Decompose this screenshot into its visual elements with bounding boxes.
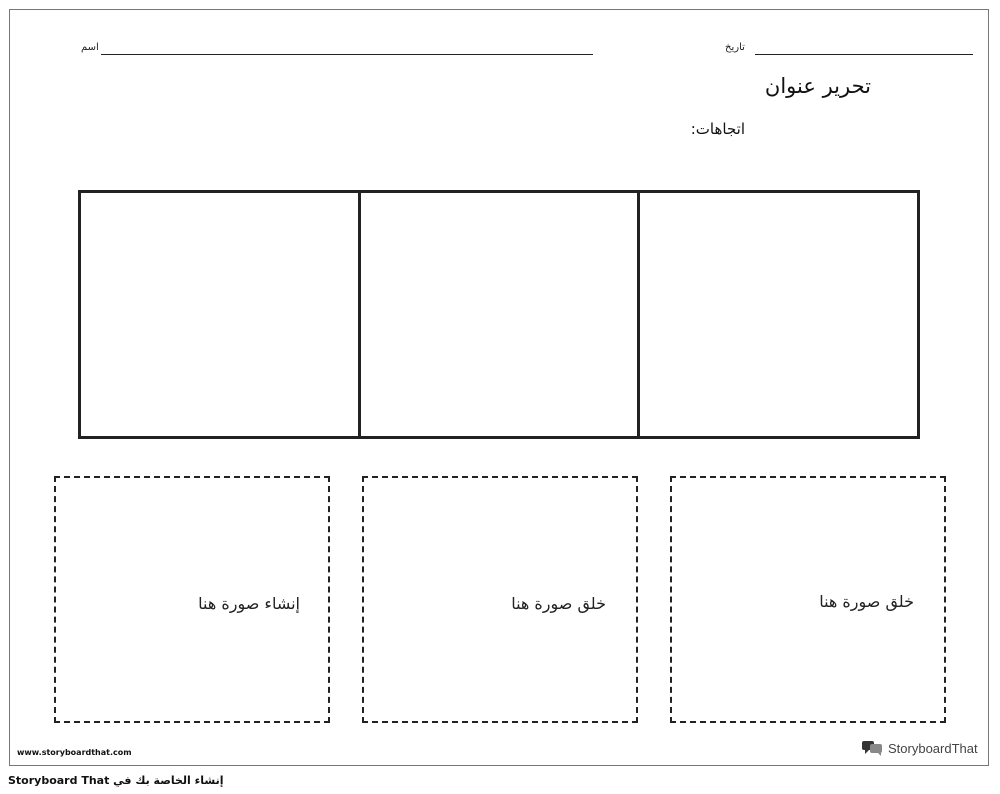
image-box-label: خلق صورة هنا [511, 594, 606, 613]
image-box-label: إنشاء صورة هنا [198, 594, 300, 613]
image-box-label: خلق صورة هنا [819, 592, 914, 611]
storyboard-panel-2 [358, 193, 638, 436]
storyboard-panel-1 [81, 193, 358, 436]
name-label: اسم [81, 42, 99, 53]
image-box-2 [362, 476, 638, 723]
storyboardthat-logo[interactable] [862, 740, 978, 756]
name-line [101, 54, 593, 55]
date-label: تاريخ [725, 42, 745, 53]
storyboard-panels [78, 190, 920, 439]
image-box-1 [54, 476, 330, 723]
website-url[interactable]: www.storyboardthat.com [17, 748, 132, 757]
logo-text: StoryboardThat [888, 740, 978, 756]
image-box-3 [670, 476, 946, 723]
speech-bubbles-icon [862, 740, 884, 756]
page-title: تحرير عنوان [764, 74, 871, 98]
footer-credit: إنشاء الخاصة بك في Storyboard That [8, 774, 224, 787]
storyboard-panel-3 [637, 193, 917, 436]
directions-label: اتجاهات: [690, 120, 745, 138]
date-line [755, 54, 973, 55]
